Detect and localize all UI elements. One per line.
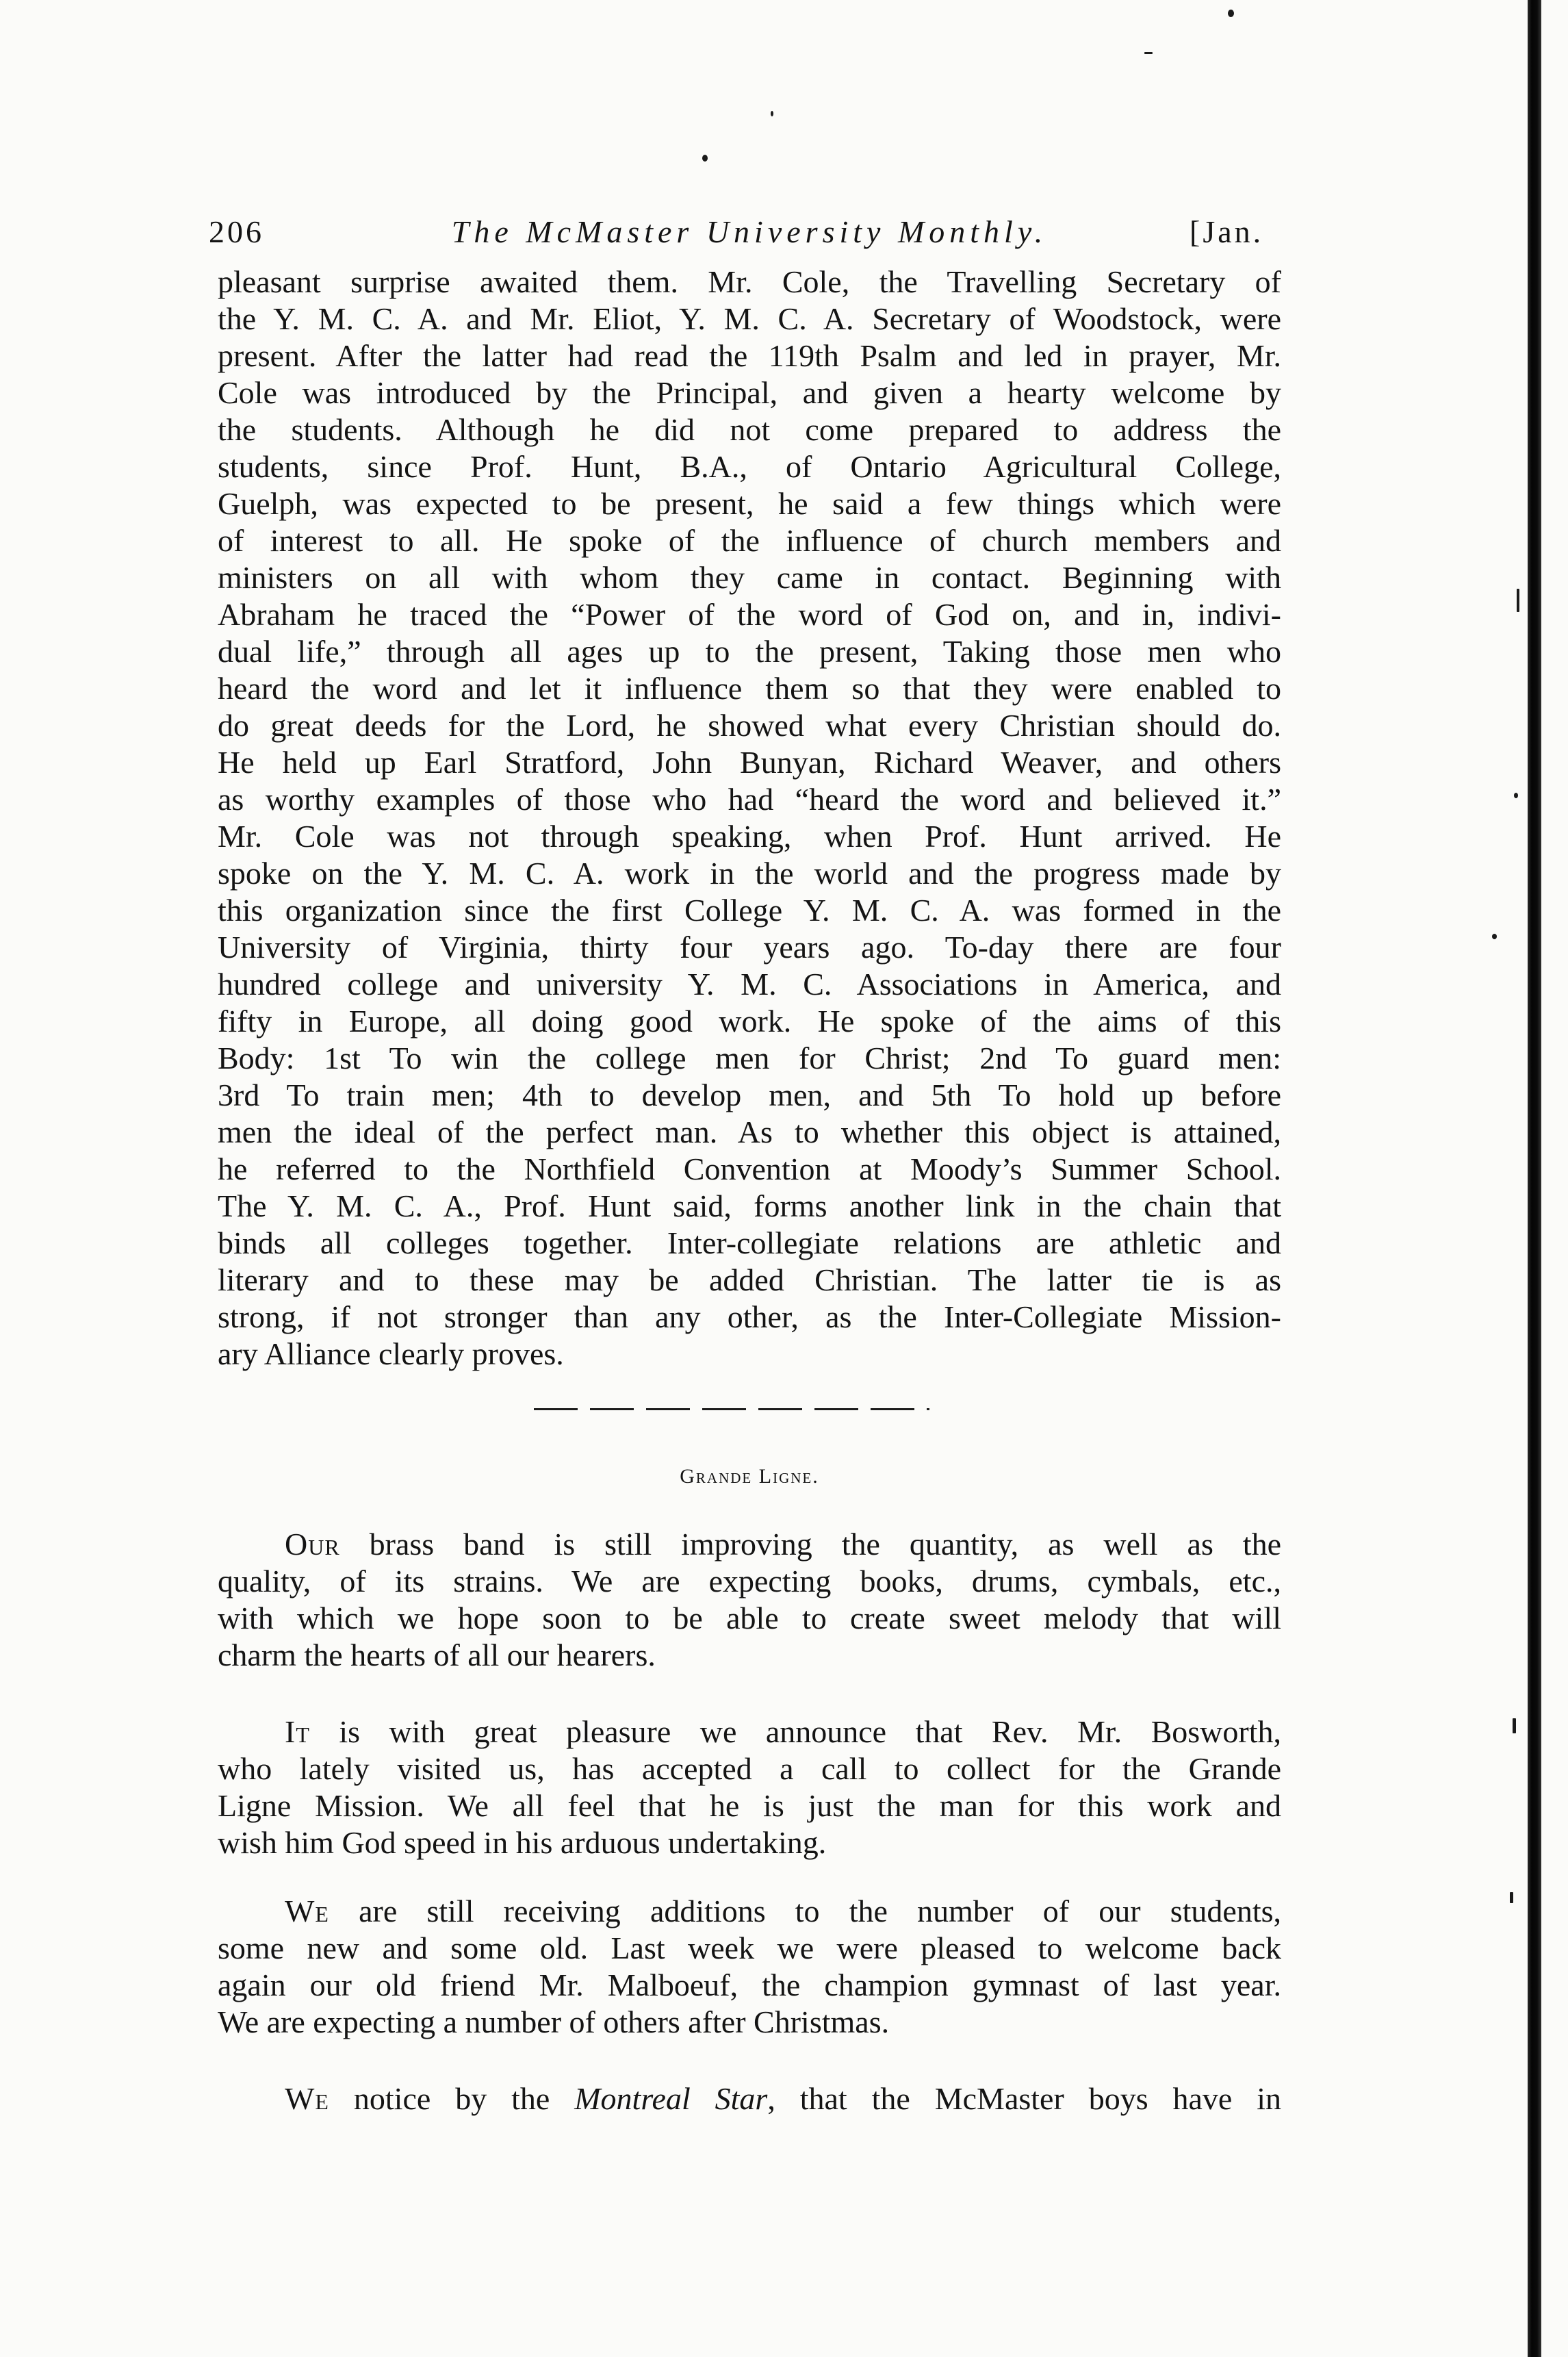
text-line: dual life,” through all ages up to the present, Taking those men who [218, 634, 1281, 669]
text-line: ministers on all with whom they came in contact. Beginning with [218, 560, 1281, 595]
text-line: Mr. Cole was not through speaking, when Prof. Hunt arrived. He [218, 819, 1281, 854]
text-line [218, 1713, 1281, 1750]
text-line: heard the word and let it influence them so that they were enabled to [218, 671, 1281, 706]
text-line: again our old friend Mr. Malboeuf, the champion gymnast of last year. [218, 1967, 1281, 2002]
section-heading: Grande Ligne. [680, 1465, 819, 1488]
scan-speck [1510, 1892, 1513, 1903]
running-title: The McMaster University Monthly. [451, 214, 1048, 249]
line-text: , that the McMaster boys have in [767, 2081, 1282, 2116]
line-text: notice by the [353, 2081, 550, 2116]
issue-month: [Jan. [1190, 214, 1264, 249]
text-line: students, since Prof. Hunt, B.A., of Ontario Agricultural College, [218, 449, 1281, 484]
text-line: some new and some old. Last week we were pleased to welcome back [218, 1931, 1281, 1965]
text-line: Cole was introduced by the Principal, and given a hearty welcome by [218, 375, 1281, 410]
text-line: do great deeds for the Lord, he showed what every Christian should do. [218, 708, 1281, 743]
text-line: ary Alliance clearly proves. [218, 1336, 564, 1371]
text-line: He held up Earl Stratford, John Bunyan, Richard Weaver, and others [218, 745, 1281, 780]
text-line: men the ideal of the perfect man. As to whether this object is attained, [218, 1114, 1281, 1149]
scan-binding-edge [1528, 0, 1541, 2357]
text-line: he referred to the Northfield Convention at Moody’s Summer School. [218, 1151, 1281, 1186]
text-line: binds all colleges together. Inter-collegiate relations are athletic and [218, 1225, 1281, 1260]
text-line: the students. Although he did not come prepared to address the [218, 412, 1281, 447]
text-line: Abraham he traced the “Power of the word of God on, and in, indivi- [218, 597, 1281, 632]
line-text: is with great pleasure we announce that Rev. Mr. Bosworth, [339, 1714, 1281, 1749]
lead-word: It [285, 1714, 310, 1749]
text-line: quality, of its strains. We are expecting books, drums, cymbals, etc., [218, 1564, 1281, 1598]
text-line: with which we hope soon to be able to create sweet melody that will [218, 1601, 1281, 1635]
text-line [218, 1526, 1281, 1563]
text-line: spoke on the Y. M. C. A. work in the world and the progress made by [218, 856, 1281, 891]
text-line: this organization since the first College Y. M. C. A. was formed in the [218, 893, 1281, 928]
text-line: pleasant surprise awaited them. Mr. Cole, the Travelling Secretary of [218, 264, 1281, 299]
text-line: 3rd To train men; 4th to develop men, and 5th To hold up before [218, 1078, 1281, 1112]
news-item [218, 1713, 1281, 1861]
text-line: as worthy examples of those who had “heard the word and believed it.” [218, 782, 1281, 817]
page-number: 206 [209, 214, 264, 249]
scan-speck [1517, 589, 1519, 612]
text-line: literary and to these may be added Christian. The latter tie is as [218, 1262, 1281, 1297]
scan-speck [1228, 10, 1234, 17]
text-line: present. After the latter had read the 119th Psalm and led in prayer, Mr. [218, 338, 1281, 373]
line-text: brass band is still improving the quantity, as well as the [369, 1527, 1281, 1562]
lead-word: Our [285, 1527, 340, 1562]
text-line: who lately visited us, has accepted a call to collect for the Grande [218, 1751, 1281, 1786]
text-line: University of Virginia, thirty four years ago. To-day there are four [218, 930, 1281, 965]
text-line: Body: 1st To win the college men for Christ; 2nd To guard men: [218, 1041, 1281, 1075]
article-paragraph [218, 264, 1281, 1373]
text-line: charm the hearts of all our hearers. [218, 1638, 656, 1672]
text-line [218, 2080, 1281, 2117]
scan-speck [1514, 793, 1518, 798]
scan-speck [1513, 1718, 1516, 1733]
text-line: fifty in Europe, all doing good work. He spoke of the aims of this [218, 1004, 1281, 1039]
section-divider [534, 1408, 929, 1410]
scan-speck [1492, 934, 1497, 939]
text-line: the Y. M. C. A. and Mr. Eliot, Y. M. C. A. Secretary of Woodstock, were [218, 301, 1281, 336]
text-line: Guelph, was expected to be present, he said a few things which were [218, 486, 1281, 521]
scan-speck [771, 111, 773, 116]
news-item [218, 2080, 1281, 2117]
text-line: Ligne Mission. We all feel that he is just the man for this work and [218, 1788, 1281, 1823]
text-line: hundred college and university Y. M. C. Associations in America, and [218, 967, 1281, 1002]
scan-speck [1144, 52, 1153, 54]
text-line [218, 1893, 1281, 1930]
lead-word: We [285, 2081, 329, 2116]
news-item [218, 1526, 1281, 1674]
lead-word: We [285, 1894, 329, 1928]
news-item [218, 1893, 1281, 2041]
text-line: The Y. M. C. A., Prof. Hunt said, forms another link in the chain that [218, 1188, 1281, 1223]
publication-title: Montreal Star [574, 2081, 768, 2116]
text-line: of interest to all. He spoke of the influence of church members and [218, 523, 1281, 558]
page-header [0, 212, 1568, 253]
line-text: are still receiving additions to the number of our students, [359, 1894, 1282, 1928]
text-line: strong, if not stronger than any other, as the Inter-Collegiate Mission- [218, 1299, 1281, 1334]
scan-speck [702, 155, 708, 162]
text-line: wish him God speed in his arduous undertaking. [218, 1825, 827, 1860]
text-line: We are expecting a number of others after Christmas. [218, 2004, 890, 2039]
